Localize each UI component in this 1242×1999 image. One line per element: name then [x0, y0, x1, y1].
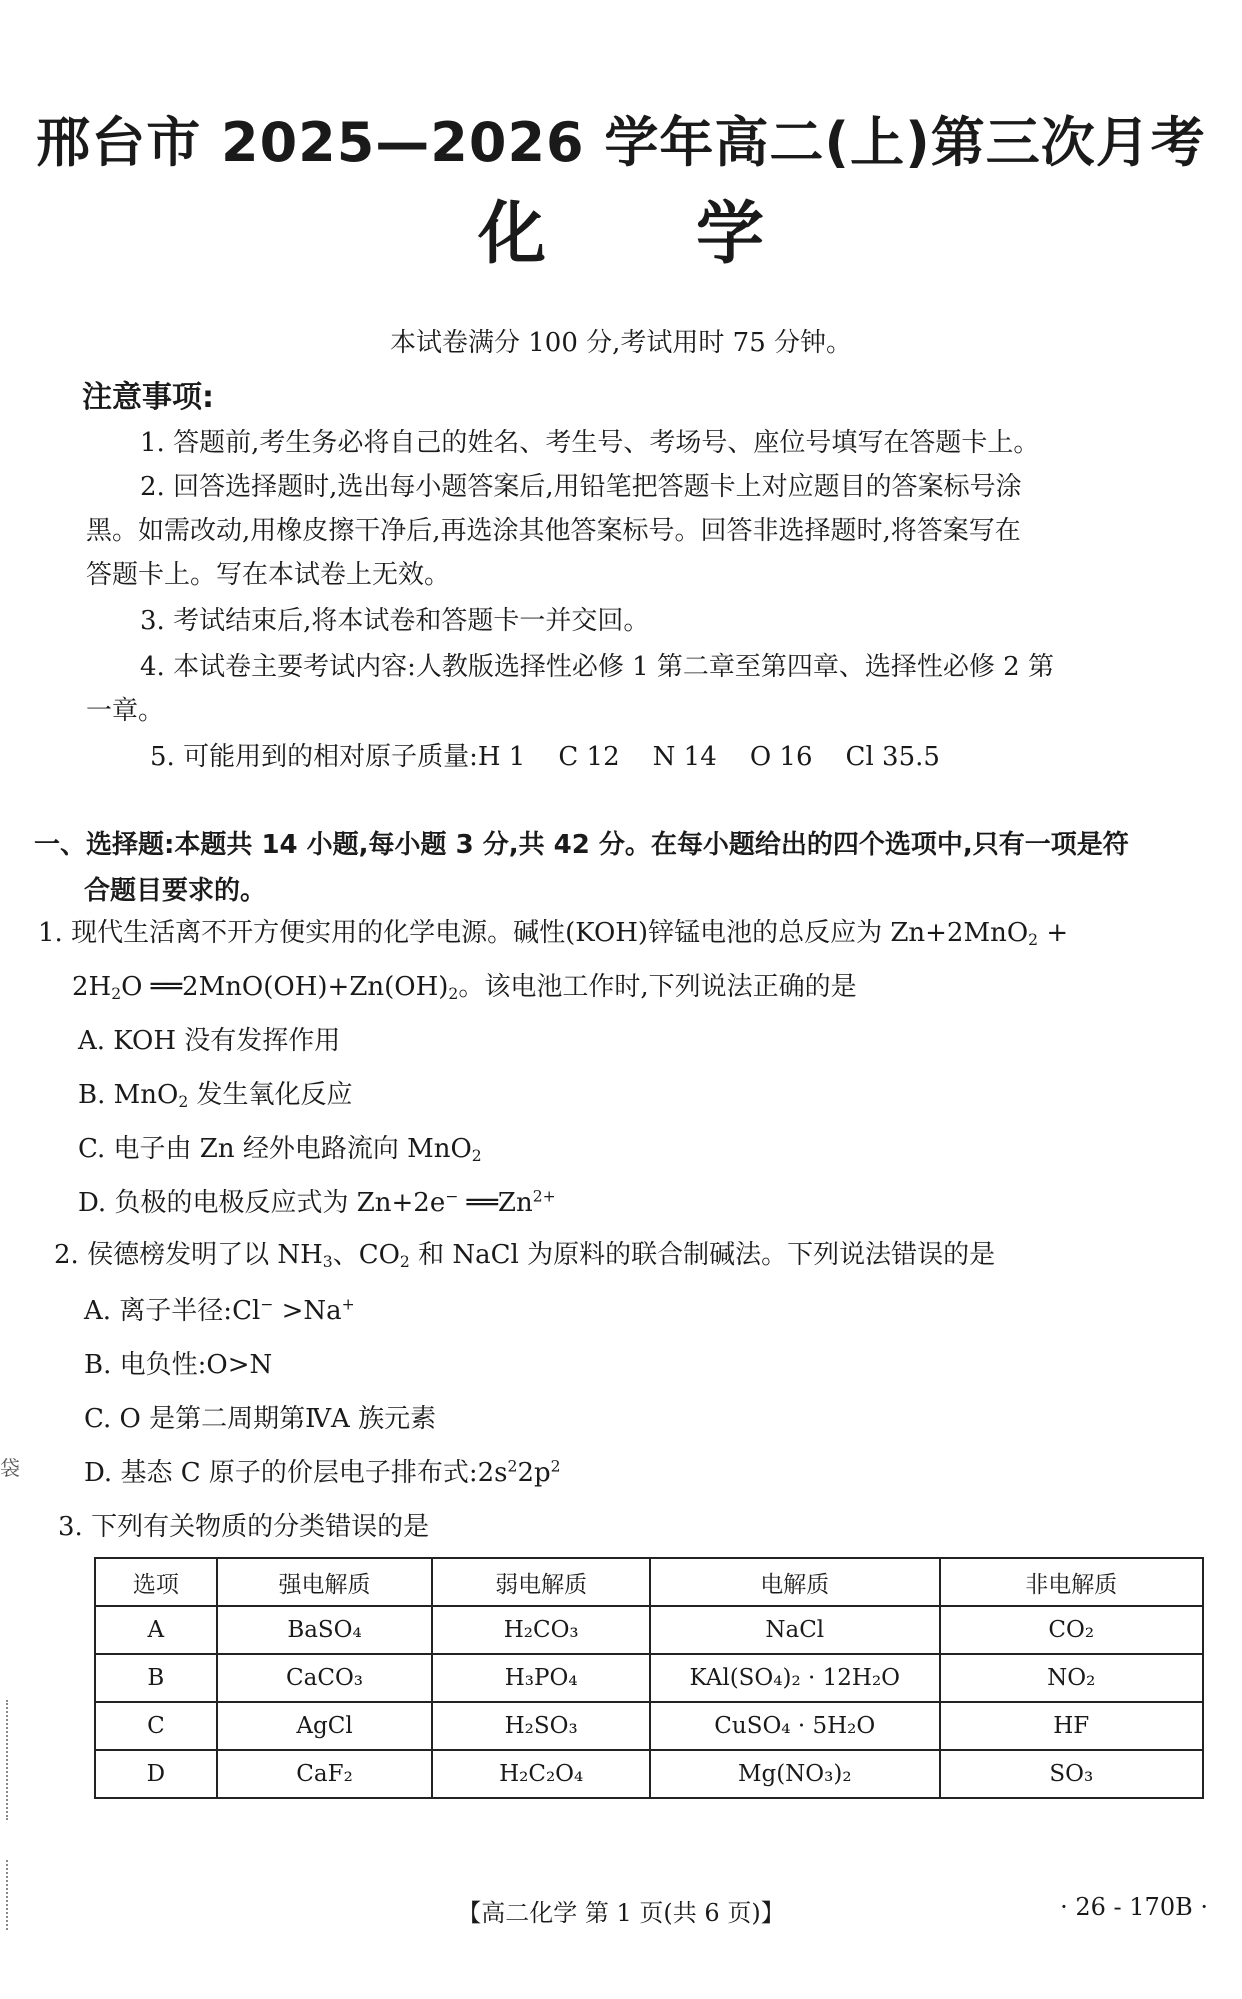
notice-heading: 注意事项:	[82, 380, 214, 415]
table-cell: CaCO₃	[217, 1654, 433, 1702]
table-row	[95, 1750, 1203, 1798]
notice-line: 答题卡上。写在本试卷上无效。	[86, 560, 451, 590]
question-2-option-a: A. 离子半径:Cl− >Na+	[84, 1295, 355, 1326]
table-header-row	[95, 1558, 1203, 1606]
notice-line: 一章。	[86, 696, 165, 726]
question-2-option-b: B. 电负性:O>N	[84, 1350, 273, 1380]
table-row	[95, 1702, 1203, 1750]
classification-table	[94, 1557, 1204, 1799]
full-score-note: 本试卷满分 100 分,考试用时 75 分钟。	[389, 328, 853, 358]
binding-margin-mark: 袋	[0, 1456, 20, 1480]
paper-code: · 26 - 170B ·	[1060, 1893, 1208, 1921]
question-2-stem: 2. 侯德榜发明了以 $NH_3$、$CO_2$ 和 NaCl 为原料的联合制碱法。下列说法错误的是	[54, 1240, 996, 1271]
notice-line: 黑。如需改动,用橡皮擦干净后,再选涂其他答案标号。回答非选择题时,将答案写在	[86, 516, 1021, 546]
subject-title: 化学	[477, 195, 914, 274]
exam-title: 邢台市 2025—2026 学年高二(上)第三次月考	[36, 111, 1206, 174]
header-cell-weak-electrolyte: 弱电解质	[432, 1558, 650, 1606]
table-cell: CuSO₄ · 5H₂O	[650, 1702, 940, 1750]
notice-line: 4. 本试卷主要考试内容:人教版选择性必修 1 第二章至第四章、选择性必修 2 第	[140, 652, 1054, 682]
table-cell: H₂SO₃	[432, 1702, 650, 1750]
table-cell: A	[95, 1606, 217, 1654]
table-cell: SO₃	[940, 1750, 1203, 1798]
table-cell: CO₂	[940, 1606, 1203, 1654]
table-cell: D	[95, 1750, 217, 1798]
table-cell: H₂CO₃	[432, 1606, 650, 1654]
binding-margin-dots	[6, 1700, 11, 1820]
question-1-option-c: C. 电子由 Zn 经外电路流向 MnO$_2$	[78, 1134, 482, 1165]
question-2-option-c: C. O 是第二周期第ⅣA 族元素	[84, 1404, 437, 1434]
question-1-stem: 1. 现代生活离不开方便实用的化学电源。碱性(KOH)锌锰电池的总反应为 Zn+2MnO$_2$ +	[38, 918, 1069, 949]
table-cell: C	[95, 1702, 217, 1750]
table-row	[95, 1606, 1203, 1654]
question-1-option-d: D. 负极的电极反应式为 Zn+2e− $══Zn^{2+}$	[78, 1187, 556, 1218]
header-cell-option: 选项	[95, 1558, 217, 1606]
table-cell: CaF₂	[217, 1750, 433, 1798]
table-cell: NaCl	[650, 1606, 940, 1654]
header-cell-electrolyte: 电解质	[650, 1558, 940, 1606]
notice-line: 1. 答题前,考生务必将自己的姓名、考生号、考场号、座位号填写在答题卡上。	[140, 428, 1040, 458]
table-cell: NO₂	[940, 1654, 1203, 1702]
section-heading-cont: 合题目要求的。	[84, 876, 267, 906]
notice-line: 2. 回答选择题时,选出每小题答案后,用铅笔把答题卡上对应题目的答案标号涂	[140, 472, 1022, 502]
table-cell: AgCl	[217, 1702, 433, 1750]
table-cell: HF	[940, 1702, 1203, 1750]
notice-line: 5. 可能用到的相对原子质量:H 1 C 12 N 14 O 16 Cl 35.5	[150, 742, 940, 772]
header-cell-strong-electrolyte: 强电解质	[217, 1558, 433, 1606]
question-1-option-b: B. MnO$_2$ 发生氧化反应	[78, 1080, 353, 1111]
header-cell-non-electrolyte: 非电解质	[940, 1558, 1203, 1606]
table-cell: Mg(NO₃)₂	[650, 1750, 940, 1798]
table-cell: H₂C₂O₄	[432, 1750, 650, 1798]
question-3-stem: 3. 下列有关物质的分类错误的是	[58, 1512, 430, 1542]
table-cell: H₃PO₄	[432, 1654, 650, 1702]
notice-line: 3. 考试结束后,将本试卷和答题卡一并交回。	[140, 606, 650, 636]
table-cell: B	[95, 1654, 217, 1702]
table-row	[95, 1654, 1203, 1702]
table-cell: KAl(SO₄)₂ · 12H₂O	[650, 1654, 940, 1702]
section-heading: 一、选择题:本题共 14 小题,每小题 3 分,共 42 分。在每小题给出的四个选项中,只有一项是符	[34, 830, 1129, 860]
question-2-option-d: D. 基态 C 原子的价层电子排布式$:2s^22p^2$	[84, 1457, 561, 1488]
question-1-option-a: A. KOH 没有发挥作用	[78, 1026, 341, 1056]
question-1-equation: $2H_2O$ $══2MnO(OH)+Zn(OH)_2$。该电池工作时,下列说法正确的是	[72, 972, 857, 1003]
table-cell: BaSO₄	[217, 1606, 433, 1654]
page-footer: 【高二化学 第 1 页(共 6 页)】	[457, 1899, 785, 1927]
